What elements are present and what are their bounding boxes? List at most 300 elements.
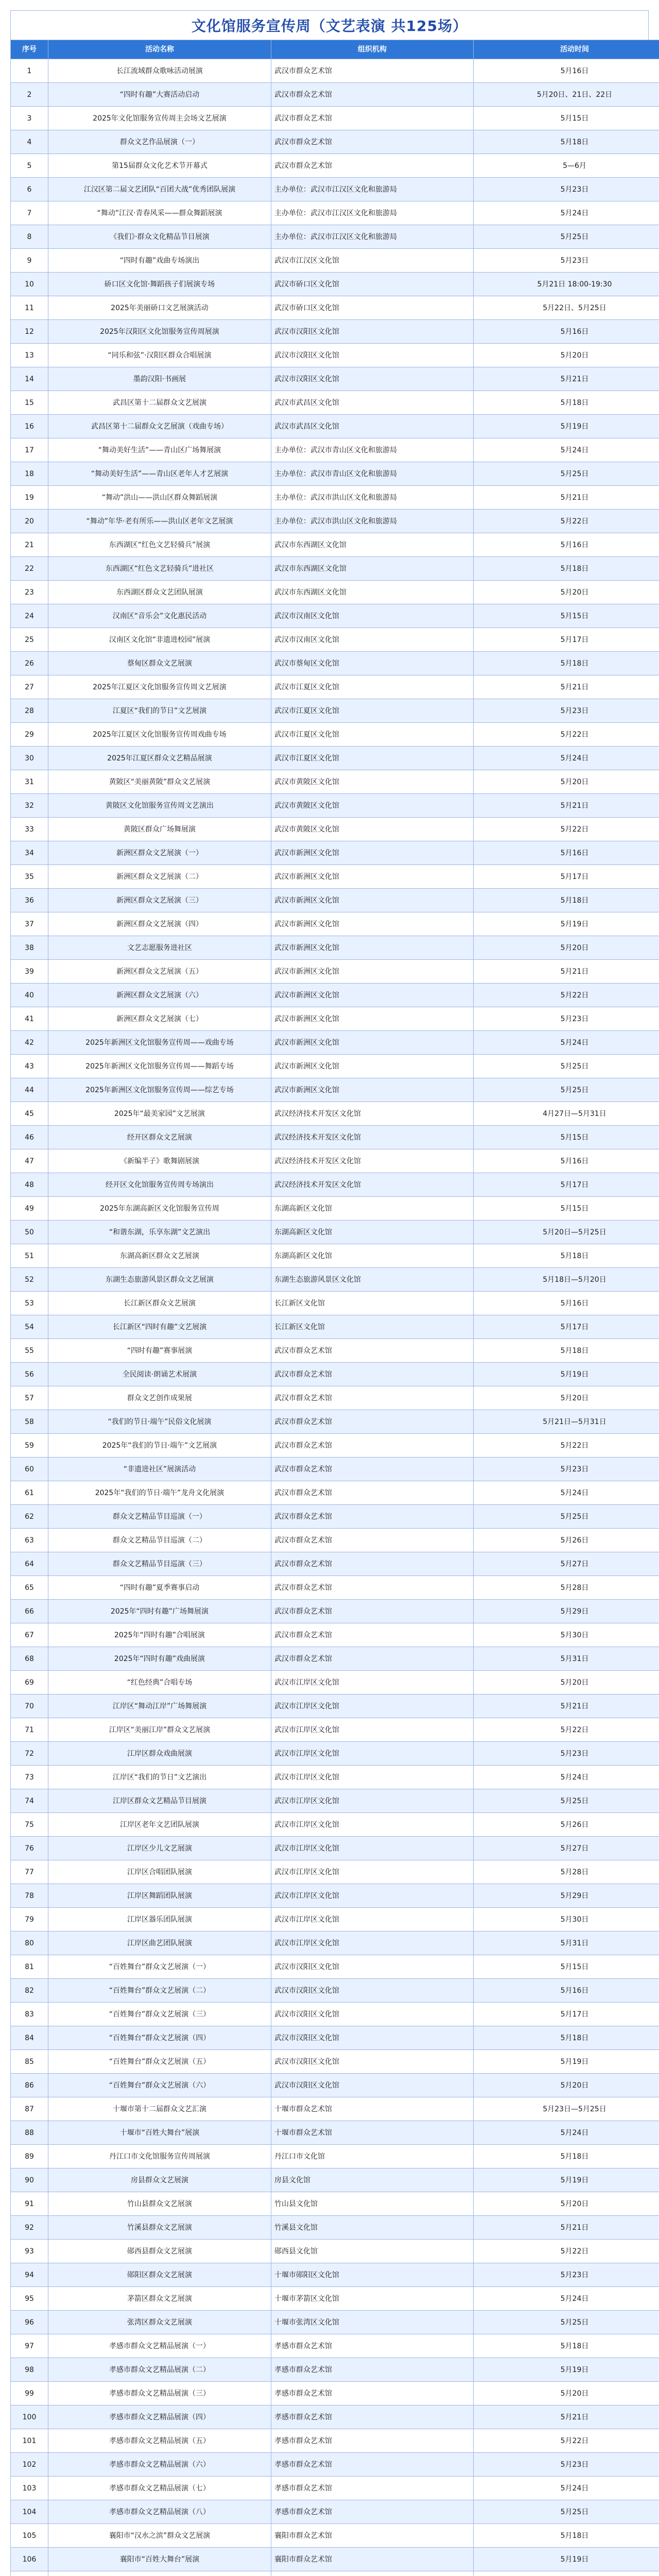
row-time: 5月22日 <box>474 2429 659 2453</box>
row-time: 4月27日—5月31日 <box>474 1102 659 1126</box>
row-name: “同乐和弦”·汉阳区群众合唱展演 <box>48 344 271 367</box>
table-row <box>11 2097 659 2121</box>
row-no <box>11 2571 48 2576</box>
row-time: 5月22日 <box>474 723 659 747</box>
row-time: 5月24日 <box>474 1766 659 1789</box>
row-no: 95 <box>11 2287 48 2311</box>
row-no: 89 <box>11 2145 48 2168</box>
row-time: 5月23日 <box>474 249 659 273</box>
row-name: 江岸区老年文艺团队展演 <box>48 1813 271 1837</box>
row-name: 东湖高新区群众文艺展演 <box>48 1244 271 1268</box>
row-time: 5月22日 <box>474 1434 659 1458</box>
table-row <box>11 1363 659 1386</box>
row-no: 1 <box>11 59 48 83</box>
row-org: 十堰市群众艺术馆 <box>271 2097 474 2121</box>
row-name: 群众文艺精品节目巡演（一） <box>48 1505 271 1529</box>
row-time: 5月22日 <box>474 1718 659 1742</box>
row-no: 100 <box>11 2405 48 2429</box>
row-time: 5月18日 <box>474 2524 659 2548</box>
row-name: 2025年“最美家园”文艺展演 <box>48 1102 271 1126</box>
row-time: 5月24日 <box>474 1031 659 1055</box>
row-no: 34 <box>11 841 48 865</box>
row-name: 全民阅读·朗诵艺术展演 <box>48 1363 271 1386</box>
table-header-row <box>11 40 659 59</box>
row-org: 武汉市群众艺术馆 <box>271 83 474 107</box>
row-org: 武汉市江岸区文化馆 <box>271 1931 474 1955</box>
table-row <box>11 533 659 557</box>
table-row <box>11 201 659 225</box>
table-row <box>11 2121 659 2145</box>
row-no: 75 <box>11 1813 48 1837</box>
table-row <box>11 1458 659 1481</box>
table-row <box>11 984 659 1007</box>
row-no: 50 <box>11 1221 48 1244</box>
row-time: 5月16日 <box>474 1979 659 2003</box>
row-time: 5月23日—5月25日 <box>474 2097 659 2121</box>
row-no: 41 <box>11 1007 48 1031</box>
table-row <box>11 2074 659 2097</box>
table-row <box>11 1007 659 1031</box>
row-time: 5月17日 <box>474 2003 659 2026</box>
row-time: 5月21日 <box>474 675 659 699</box>
row-no: 31 <box>11 770 48 794</box>
row-time: 5月18日 <box>474 130 659 154</box>
row-no: 73 <box>11 1766 48 1789</box>
row-no: 24 <box>11 604 48 628</box>
row-org: 主办单位：武汉市青山区文化和旅游局 <box>271 438 474 462</box>
row-org: 武汉市东西湖区文化馆 <box>271 533 474 557</box>
row-no: 3 <box>11 107 48 130</box>
row-org: 武汉市群众艺术馆 <box>271 1458 474 1481</box>
row-org: 房县文化馆 <box>271 2168 474 2192</box>
row-name: 2025年“我们的节日·端午”龙舟文化展演 <box>48 1481 271 1505</box>
table-row <box>11 1197 659 1221</box>
row-name: 江岸区合唱团队展演 <box>48 1860 271 1884</box>
row-time: 5月16日 <box>474 533 659 557</box>
row-no: 29 <box>11 723 48 747</box>
row-no: 82 <box>11 1979 48 2003</box>
row-no: 51 <box>11 1244 48 1268</box>
row-time: 5月17日 <box>474 1173 659 1197</box>
row-name: “四时有趣”夏季赛事启动 <box>48 1576 271 1600</box>
row-no: 99 <box>11 2382 48 2405</box>
row-org: 孝感市群众艺术馆 <box>271 2453 474 2477</box>
row-time <box>474 2571 659 2576</box>
row-org: 襄阳市群众艺术馆 <box>271 2548 474 2571</box>
row-org: 武汉市江夏区文化馆 <box>271 747 474 770</box>
row-no: 86 <box>11 2074 48 2097</box>
row-org: 武汉市汉阳区文化馆 <box>271 344 474 367</box>
row-org <box>271 2571 474 2576</box>
table-body <box>11 59 659 2576</box>
row-time: 5月18日 <box>474 2334 659 2358</box>
row-org: 武汉市硚口区文化馆 <box>271 296 474 320</box>
row-no: 65 <box>11 1576 48 1600</box>
row-name: 郧西县群众文艺展演 <box>48 2240 271 2263</box>
row-org: 东湖高新区文化馆 <box>271 1244 474 1268</box>
table-row <box>11 2216 659 2240</box>
row-no: 21 <box>11 533 48 557</box>
row-org: 武汉市新洲区文化馆 <box>271 960 474 984</box>
row-time: 5月20日 <box>474 1386 659 1410</box>
row-name: 群众文艺创作成果展 <box>48 1386 271 1410</box>
row-time: 5月18日—5月20日 <box>474 1268 659 1292</box>
row-no: 83 <box>11 2003 48 2026</box>
row-time: 5月19日 <box>474 2548 659 2571</box>
row-time: 5月20日、21日、22日 <box>474 83 659 107</box>
row-org: 武汉市汉南区文化馆 <box>271 628 474 652</box>
row-name: “四时有趣”大赛活动启动 <box>48 83 271 107</box>
row-time: 5月18日 <box>474 2145 659 2168</box>
row-name: 孝感市群众文艺精品展演（一） <box>48 2334 271 2358</box>
table-row <box>11 1339 659 1363</box>
row-time: 5月25日 <box>474 1505 659 1529</box>
row-no: 45 <box>11 1102 48 1126</box>
row-name: “舞动美好生活”——青山区老年人才艺展演 <box>48 462 271 486</box>
row-name: 孝感市群众文艺精品展演（二） <box>48 2358 271 2382</box>
row-name: 孝感市群众文艺精品展演（六） <box>48 2453 271 2477</box>
table-row <box>11 2287 659 2311</box>
row-org: 主办单位：武汉市江汉区文化和旅游局 <box>271 201 474 225</box>
row-time: 5月19日 <box>474 912 659 936</box>
row-org: 丹江口市文化馆 <box>271 2145 474 2168</box>
table-row <box>11 1908 659 1931</box>
row-no: 70 <box>11 1694 48 1718</box>
table-row <box>11 2311 659 2334</box>
row-name: “非遗进社区”展演活动 <box>48 1458 271 1481</box>
table-row <box>11 1789 659 1813</box>
table-row <box>11 889 659 912</box>
row-name: 竹溪县群众文艺展演 <box>48 2216 271 2240</box>
row-no: 46 <box>11 1126 48 1149</box>
table-row <box>11 1860 659 1884</box>
row-name: 江岸区少儿文艺展演 <box>48 1837 271 1860</box>
table-row <box>11 557 659 581</box>
row-name: 2025年汉阳区文化馆服务宣传周展演 <box>48 320 271 344</box>
row-no: 11 <box>11 296 48 320</box>
row-no: 26 <box>11 652 48 675</box>
row-no: 38 <box>11 936 48 960</box>
row-name: 江汉区第二届文艺团队“百团大战”优秀团队展演 <box>48 178 271 201</box>
row-org: 武汉市群众艺术馆 <box>271 1623 474 1647</box>
row-no: 5 <box>11 154 48 178</box>
row-no: 56 <box>11 1363 48 1386</box>
row-org: 十堰市群众艺术馆 <box>271 2121 474 2145</box>
row-name: 东西湖区“红色文艺轻骑兵”展演 <box>48 533 271 557</box>
row-org: 郧西县文化馆 <box>271 2240 474 2263</box>
row-no: 87 <box>11 2097 48 2121</box>
row-org: 武汉市江岸区文化馆 <box>271 1671 474 1694</box>
row-org: 武汉市群众艺术馆 <box>271 107 474 130</box>
table-row <box>11 1386 659 1410</box>
header-org: 组织机构 <box>271 40 474 59</box>
table-row <box>11 1244 659 1268</box>
table-row <box>11 2358 659 2382</box>
header-name: 活动名称 <box>48 40 271 59</box>
table-row <box>11 2263 659 2287</box>
table-row <box>11 178 659 201</box>
table-row <box>11 1742 659 1766</box>
table-row <box>11 2453 659 2477</box>
table-row <box>11 486 659 510</box>
row-org: 武汉市群众艺术馆 <box>271 1529 474 1552</box>
row-org: 孝感市群众艺术馆 <box>271 2382 474 2405</box>
row-org: 东湖高新区文化馆 <box>271 1221 474 1244</box>
table-row <box>11 770 659 794</box>
row-org: 东湖生态旅游风景区文化馆 <box>271 1268 474 1292</box>
row-no: 84 <box>11 2026 48 2050</box>
row-org: 武汉市汉阳区文化馆 <box>271 2050 474 2074</box>
row-name: 2025年东湖高新区文化馆服务宣传周 <box>48 1197 271 1221</box>
row-time: 5月18日 <box>474 1244 659 1268</box>
row-time: 5月20日—5月25日 <box>474 1221 659 1244</box>
row-name: “舞动美好生活”——青山区广场舞展演 <box>48 438 271 462</box>
row-no: 49 <box>11 1197 48 1221</box>
row-org: 武汉市江岸区文化馆 <box>271 1813 474 1837</box>
row-name: 《我们》·群众文化精品节目展演 <box>48 225 271 249</box>
row-time: 5月20日 <box>474 2382 659 2405</box>
table-row <box>11 1623 659 1647</box>
row-org: 武汉经济技术开发区文化馆 <box>271 1126 474 1149</box>
row-org: 武汉市江岸区文化馆 <box>271 1694 474 1718</box>
row-time: 5月23日 <box>474 2453 659 2477</box>
row-time: 5月27日 <box>474 1837 659 1860</box>
table-row <box>11 628 659 652</box>
row-name: 2025年“四时有趣”广场舞展演 <box>48 1600 271 1623</box>
row-time: 5月28日 <box>474 1860 659 1884</box>
row-no: 44 <box>11 1078 48 1102</box>
table-row <box>11 2050 659 2074</box>
row-no: 88 <box>11 2121 48 2145</box>
row-name: 汉南区“音乐会”文化惠民活动 <box>48 604 271 628</box>
row-org: 主办单位：武汉市青山区文化和旅游局 <box>271 462 474 486</box>
row-name: 新洲区群众文艺展演（七） <box>48 1007 271 1031</box>
row-org: 武汉市群众艺术馆 <box>271 1410 474 1434</box>
row-name: 2025年“四时有趣”合唱展演 <box>48 1623 271 1647</box>
row-name: 武昌区第十二届群众文艺展演（戏曲专场） <box>48 415 271 438</box>
row-time: 5月15日 <box>474 107 659 130</box>
row-name: 群众文艺精品节目巡演（三） <box>48 1552 271 1576</box>
row-org: 武汉市新洲区文化馆 <box>271 912 474 936</box>
row-org: 武汉市江岸区文化馆 <box>271 1742 474 1766</box>
row-org: 武汉市黄陂区文化馆 <box>271 794 474 818</box>
row-org: 武汉市江岸区文化馆 <box>271 1908 474 1931</box>
row-org: 主办单位：武汉市洪山区文化和旅游局 <box>271 510 474 533</box>
row-org: 武汉市群众艺术馆 <box>271 1481 474 1505</box>
table-row <box>11 1529 659 1552</box>
table-row <box>11 960 659 984</box>
row-no: 58 <box>11 1410 48 1434</box>
row-no: 77 <box>11 1860 48 1884</box>
row-no: 61 <box>11 1481 48 1505</box>
table-row <box>11 249 659 273</box>
table-row <box>11 1505 659 1529</box>
row-name: 2025年新洲区文化馆服务宣传周——戏曲专场 <box>48 1031 271 1055</box>
table-row <box>11 2145 659 2168</box>
row-org: 竹山县文化馆 <box>271 2192 474 2216</box>
row-org: 武汉经济技术开发区文化馆 <box>271 1173 474 1197</box>
row-time: 5月22日 <box>474 2240 659 2263</box>
row-org: 武汉市群众艺术馆 <box>271 59 474 83</box>
row-time: 5月20日 <box>474 2074 659 2097</box>
table-row <box>11 1268 659 1292</box>
row-name: 新洲区群众文艺展演（五） <box>48 960 271 984</box>
row-name: 江岸区器乐团队展演 <box>48 1908 271 1931</box>
table-row <box>11 2571 659 2576</box>
row-time: 5月21日—5月31日 <box>474 1410 659 1434</box>
row-time: 5月22日 <box>474 510 659 533</box>
row-org: 武汉市硚口区文化馆 <box>271 273 474 296</box>
row-name: 十堰市第十二届群众文艺汇演 <box>48 2097 271 2121</box>
row-time: 5月29日 <box>474 1600 659 1623</box>
row-org: 十堰市茅箭区文化馆 <box>271 2287 474 2311</box>
table-row <box>11 2382 659 2405</box>
row-name: 长江新区“四时有趣”文艺展演 <box>48 1315 271 1339</box>
row-no: 27 <box>11 675 48 699</box>
row-time: 5月15日 <box>474 604 659 628</box>
row-no: 17 <box>11 438 48 462</box>
row-no: 15 <box>11 391 48 415</box>
row-org: 武汉市江岸区文化馆 <box>271 1860 474 1884</box>
table-row <box>11 936 659 960</box>
row-name: 黄陂区文化馆服务宣传周文艺演出 <box>48 794 271 818</box>
row-org: 孝感市群众艺术馆 <box>271 2477 474 2500</box>
row-org: 武汉市群众艺术馆 <box>271 1386 474 1410</box>
row-org: 武汉市群众艺术馆 <box>271 1647 474 1671</box>
row-time: 5月25日 <box>474 1789 659 1813</box>
row-time: 5月21日 <box>474 794 659 818</box>
row-org: 武汉市江岸区文化馆 <box>271 1789 474 1813</box>
table-row <box>11 296 659 320</box>
row-time: 5月31日 <box>474 1647 659 1671</box>
events-table <box>10 40 659 2576</box>
table-row <box>11 1647 659 1671</box>
table-row <box>11 1292 659 1315</box>
row-org: 十堰市张湾区文化馆 <box>271 2311 474 2334</box>
table-row <box>11 344 659 367</box>
row-time: 5月24日 <box>474 201 659 225</box>
row-time: 5月30日 <box>474 1623 659 1647</box>
table-row <box>11 367 659 391</box>
table-row <box>11 912 659 936</box>
row-time: 5月21日 18:00-19:30 <box>474 273 659 296</box>
table-row <box>11 747 659 770</box>
row-time: 5月18日 <box>474 391 659 415</box>
table-row <box>11 462 659 486</box>
row-time: 5月21日 <box>474 367 659 391</box>
row-org: 武汉市黄陂区文化馆 <box>271 818 474 841</box>
row-org: 武汉市蔡甸区文化馆 <box>271 652 474 675</box>
table-row <box>11 818 659 841</box>
row-org: 武汉市江夏区文化馆 <box>271 699 474 723</box>
row-name: “四时有趣”戏曲专场演出 <box>48 249 271 273</box>
row-no: 98 <box>11 2358 48 2382</box>
row-time: 5月22日、5月25日 <box>474 296 659 320</box>
row-name: 硚口区文化馆·舞蹈孩子们展演专场 <box>48 273 271 296</box>
table-row <box>11 1766 659 1789</box>
row-no: 90 <box>11 2168 48 2192</box>
row-no: 54 <box>11 1315 48 1339</box>
row-org: 武汉市群众艺术馆 <box>271 1552 474 1576</box>
row-no: 64 <box>11 1552 48 1576</box>
row-no: 59 <box>11 1434 48 1458</box>
row-org: 长江新区文化馆 <box>271 1292 474 1315</box>
page-title: 文化馆服务宣传周（文艺表演 共125场） <box>10 10 649 40</box>
table-row <box>11 1979 659 2003</box>
row-time: 5月23日 <box>474 1007 659 1031</box>
table-row <box>11 723 659 747</box>
table-row <box>11 1813 659 1837</box>
row-no: 4 <box>11 130 48 154</box>
row-no: 18 <box>11 462 48 486</box>
table-row <box>11 320 659 344</box>
row-name: 东西湖区“红色文艺轻骑兵”进社区 <box>48 557 271 581</box>
table-row <box>11 1576 659 1600</box>
row-org: 武汉市群众艺术馆 <box>271 154 474 178</box>
row-name: 群众文艺作品展演（一） <box>48 130 271 154</box>
table-row <box>11 2168 659 2192</box>
row-org: 武汉市群众艺术馆 <box>271 1505 474 1529</box>
table-row <box>11 2026 659 2050</box>
row-org: 武汉市东西湖区文化馆 <box>271 557 474 581</box>
row-time: 5月23日 <box>474 2263 659 2287</box>
row-org: 孝感市群众艺术馆 <box>271 2405 474 2429</box>
row-no: 66 <box>11 1600 48 1623</box>
row-no: 79 <box>11 1908 48 1931</box>
row-no: 67 <box>11 1623 48 1647</box>
row-org: 武汉市江夏区文化馆 <box>271 723 474 747</box>
row-no: 80 <box>11 1931 48 1955</box>
row-org: 武汉市群众艺术馆 <box>271 130 474 154</box>
row-org: 武汉市江夏区文化馆 <box>271 675 474 699</box>
row-name: 竹山县群众文艺展演 <box>48 2192 271 2216</box>
row-no: 48 <box>11 1173 48 1197</box>
row-org: 孝感市群众艺术馆 <box>271 2358 474 2382</box>
row-org: 武汉市新洲区文化馆 <box>271 1031 474 1055</box>
row-no: 104 <box>11 2500 48 2524</box>
row-org: 孝感市群众艺术馆 <box>271 2334 474 2358</box>
row-time: 5月20日 <box>474 344 659 367</box>
row-name: 江岸区曲艺团队展演 <box>48 1931 271 1955</box>
row-name: 郧阳区群众文艺展演 <box>48 2263 271 2287</box>
row-time: 5月19日 <box>474 2168 659 2192</box>
table-row <box>11 1931 659 1955</box>
row-no: 6 <box>11 178 48 201</box>
row-org: 竹溪县文化馆 <box>271 2216 474 2240</box>
row-time: 5月17日 <box>474 628 659 652</box>
row-time: 5月16日 <box>474 59 659 83</box>
row-time: 5月23日 <box>474 1742 659 1766</box>
row-no: 106 <box>11 2548 48 2571</box>
row-org: 武汉市新洲区文化馆 <box>271 1078 474 1102</box>
table-row <box>11 107 659 130</box>
table-row <box>11 1955 659 1979</box>
row-no: 30 <box>11 747 48 770</box>
row-name: 孝感市群众文艺精品展演（七） <box>48 2477 271 2500</box>
table-row <box>11 1671 659 1694</box>
row-org: 武汉市汉阳区文化馆 <box>271 320 474 344</box>
row-time: 5月16日 <box>474 1149 659 1173</box>
row-name: 2025年新洲区文化馆服务宣传周——舞蹈专场 <box>48 1055 271 1078</box>
row-name: 房县群众文艺展演 <box>48 2168 271 2192</box>
row-time: 5月17日 <box>474 865 659 889</box>
row-name: “百姓舞台”群众文艺展演（二） <box>48 1979 271 2003</box>
row-no: 68 <box>11 1647 48 1671</box>
row-time: 5月20日 <box>474 1671 659 1694</box>
table-row <box>11 1126 659 1149</box>
row-name: 江岸区群众文艺精品节目展演 <box>48 1789 271 1813</box>
row-time: 5月21日 <box>474 2216 659 2240</box>
